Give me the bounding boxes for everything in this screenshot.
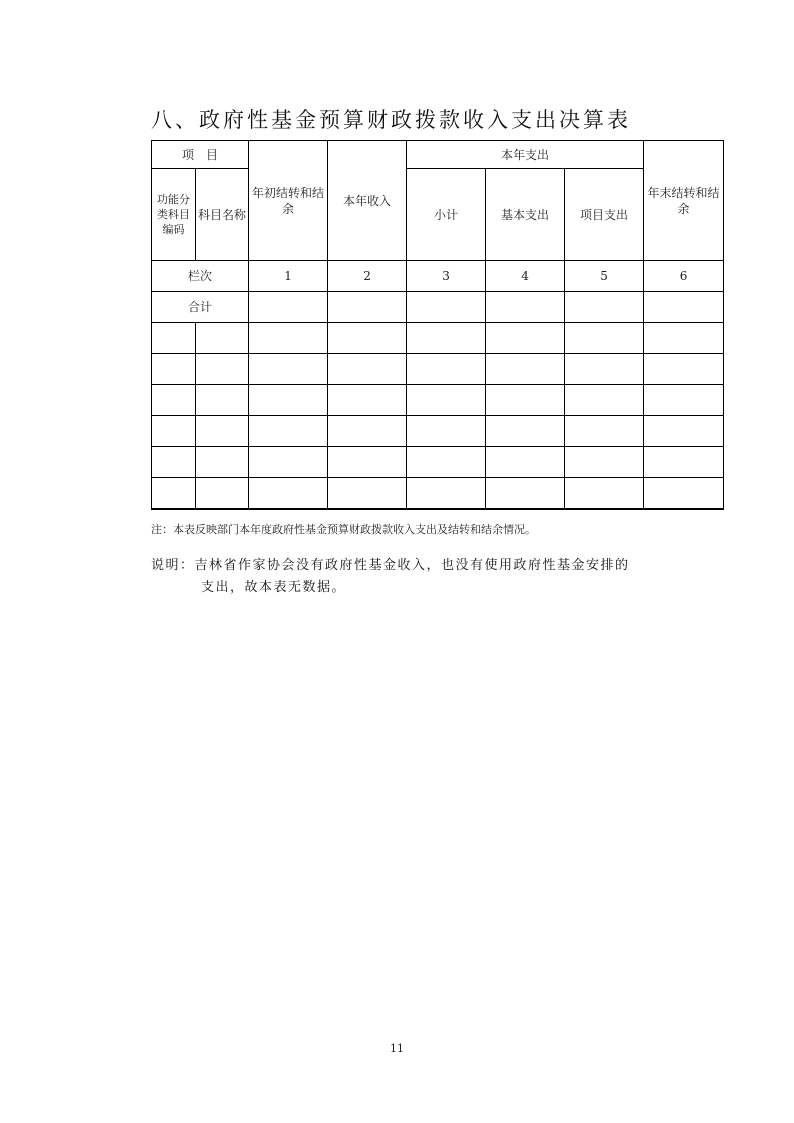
header-func-code: 功能分类科目编码 [152,169,196,261]
header-subtotal: 小计 [407,169,486,261]
table-cell [152,416,196,447]
table-row [152,354,724,385]
table-cell [486,385,565,416]
table-cell [407,354,486,385]
table-cell [644,478,724,510]
table-cell [328,385,407,416]
table-cell [565,478,644,510]
table-cell [407,416,486,447]
header-row-2 [152,169,724,261]
column-index-label: 栏次 [152,261,249,292]
table-cell [486,354,565,385]
table-cell [644,385,724,416]
table-cell [152,478,196,510]
table-cell [249,292,328,323]
table-cell [565,354,644,385]
table-cell [196,447,249,478]
table-cell [196,478,249,510]
total-row [152,292,724,323]
table-cell [644,447,724,478]
table-cell [249,416,328,447]
table-cell [196,323,249,354]
table-cell [486,292,565,323]
description [151,555,630,599]
table-cell [328,354,407,385]
column-index-1: 1 [249,261,328,292]
table-cell [196,354,249,385]
table-cell [644,354,724,385]
table-cell [486,447,565,478]
table-row [152,447,724,478]
table-cell [328,478,407,510]
table-cell [196,385,249,416]
page-number: 11 [390,1042,404,1055]
table-cell [565,416,644,447]
description-line-1: 说明：吉林省作家协会没有政府性基金收入，也没有使用政府性基金安排的 [151,558,630,573]
table-cell [152,323,196,354]
table-cell [486,478,565,510]
table-cell [407,478,486,510]
table-cell [407,323,486,354]
table-note: 注：本表反映部门本年度政府性基金预算财政拨款收入支出及结转和结余情况。 [151,523,536,536]
table-cell [328,323,407,354]
table-cell [644,292,724,323]
column-index-2: 2 [328,261,407,292]
table-cell [249,447,328,478]
table-cell [565,447,644,478]
table-row [152,323,724,354]
table-cell [565,385,644,416]
table-row [152,416,724,447]
table-cell [486,323,565,354]
table-cell [249,385,328,416]
table-cell [644,416,724,447]
table-cell [644,323,724,354]
budget-table [151,140,724,510]
table-cell [328,292,407,323]
header-ending-balance: 年末结转和结余 [644,141,724,261]
table-cell [152,354,196,385]
header-current-expense: 本年支出 [407,141,644,169]
header-item: 项 目 [152,141,249,169]
column-index-3: 3 [407,261,486,292]
table-cell [407,447,486,478]
header-current-income: 本年收入 [328,141,407,261]
header-beginning-balance: 年初结转和结余 [249,141,328,261]
table-cell [249,323,328,354]
table-cell [328,447,407,478]
table-cell [565,292,644,323]
description-line-2: 支出，故本表无数据。 [201,580,347,595]
table-cell [565,323,644,354]
table-cell [486,416,565,447]
table-cell [407,292,486,323]
table-cell [328,416,407,447]
table-row [152,478,724,510]
table-cell [152,385,196,416]
column-index-4: 4 [486,261,565,292]
total-label: 合计 [152,292,249,323]
column-index-5: 5 [565,261,644,292]
column-index-row [152,261,724,292]
header-subject-name: 科目名称 [196,169,249,261]
header-row-1 [152,141,724,169]
header-project-expense: 项目支出 [565,169,644,261]
page-title: 八、政府性基金预算财政拨款收入支出决算表 [151,108,631,132]
table-cell [249,478,328,510]
column-index-6: 6 [644,261,724,292]
table-cell [407,385,486,416]
table-cell [196,416,249,447]
header-basic-expense: 基本支出 [486,169,565,261]
table-cell [249,354,328,385]
table-row [152,385,724,416]
table-cell [152,447,196,478]
